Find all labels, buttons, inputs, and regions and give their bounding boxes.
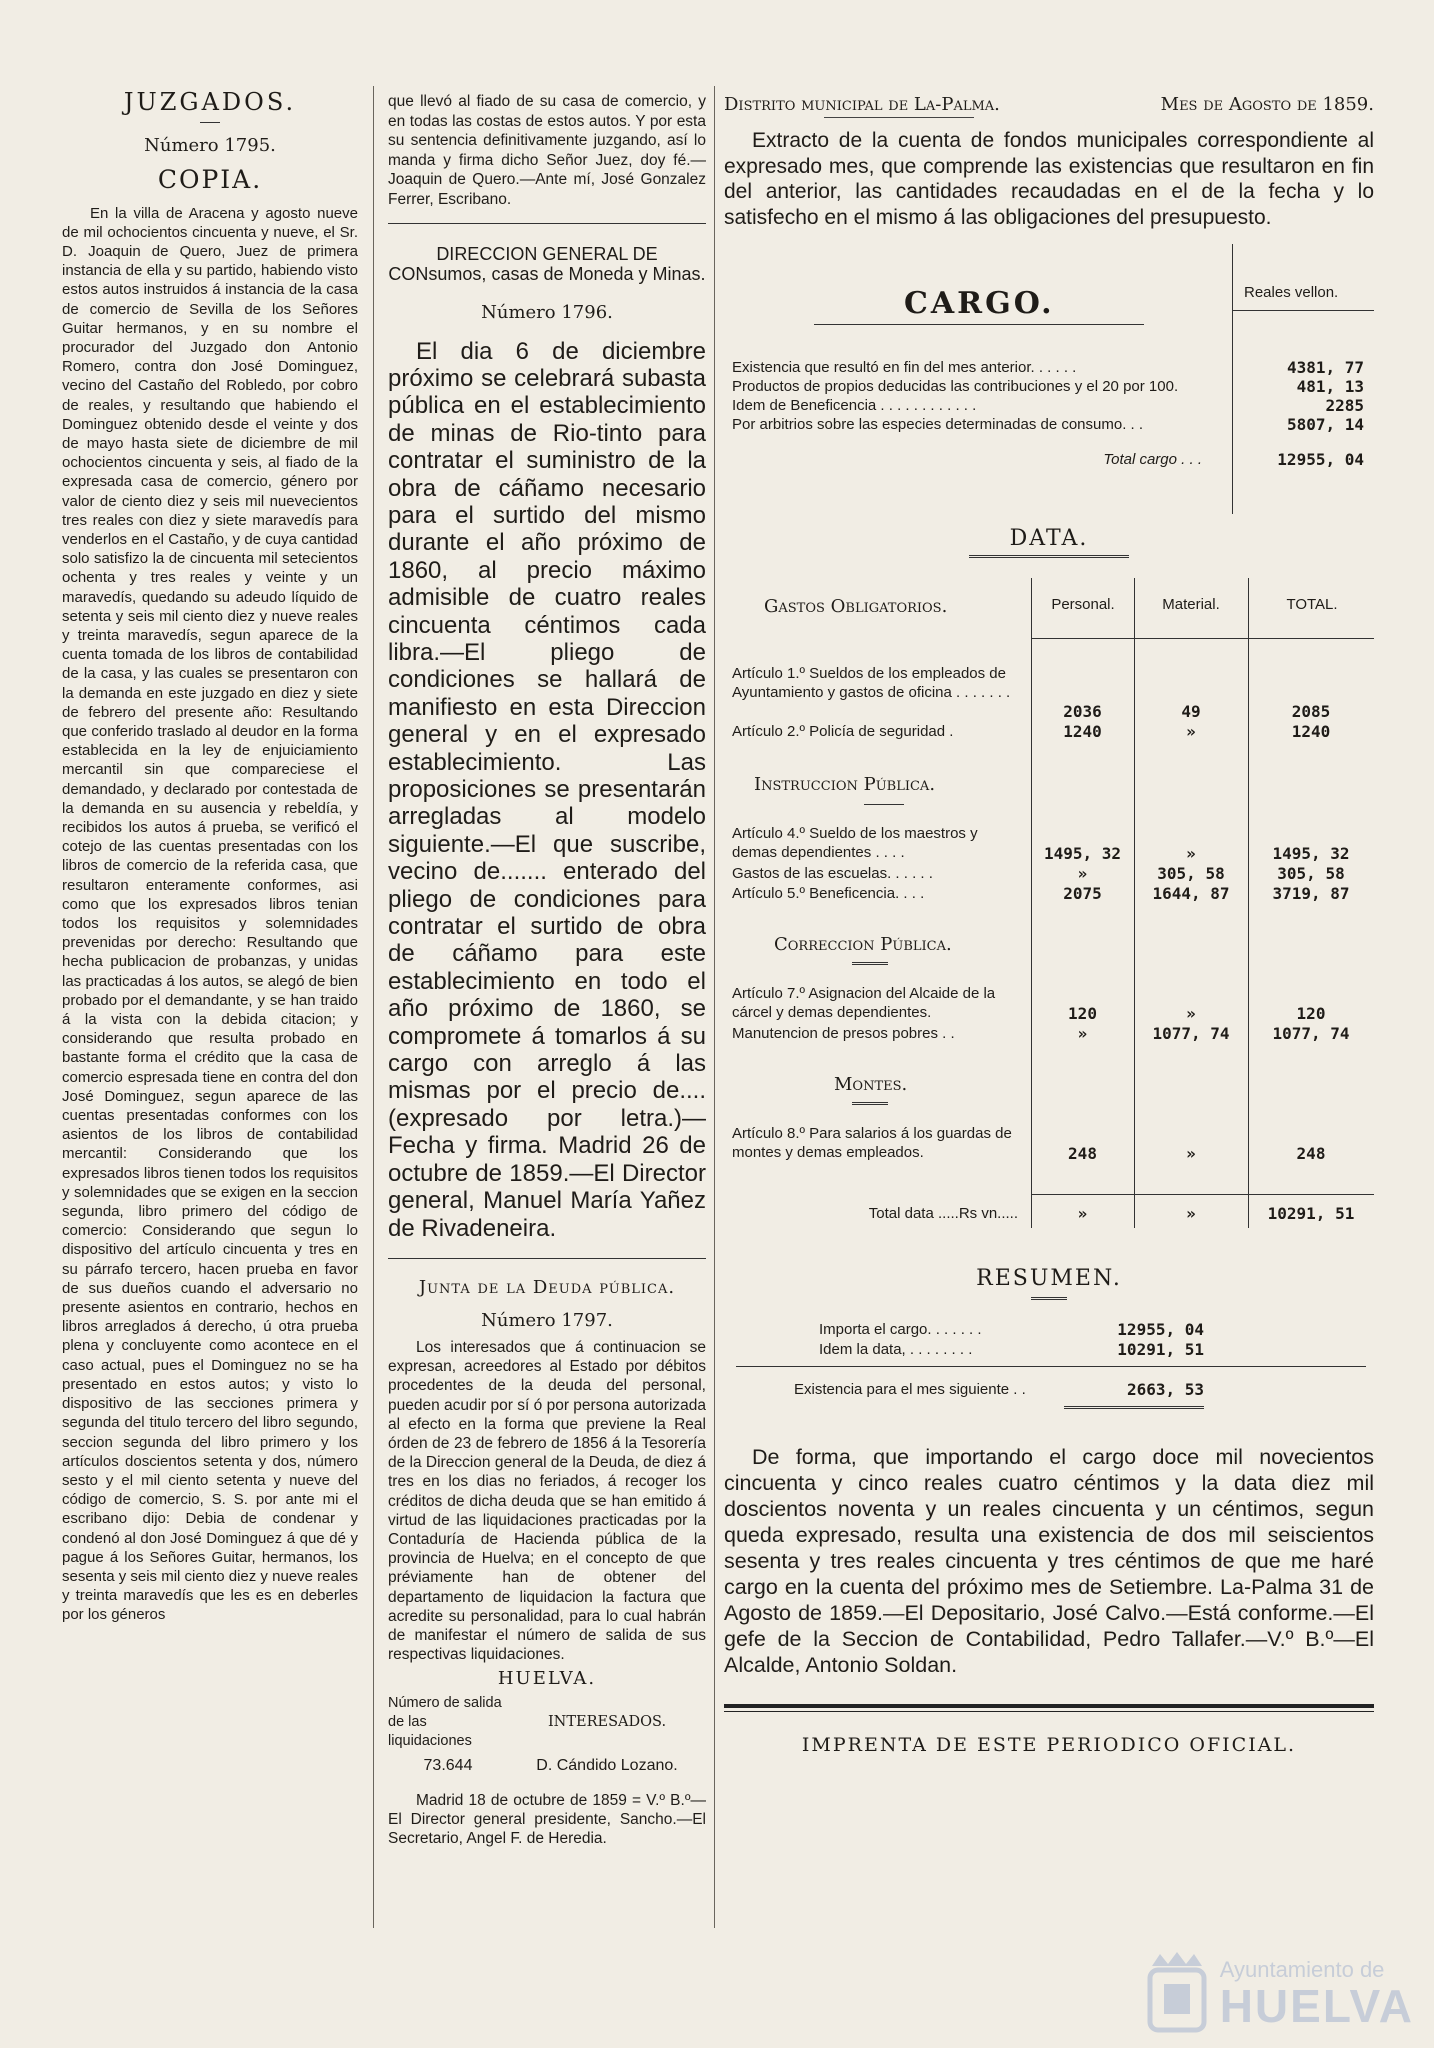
imprenta-rule (724, 1704, 1374, 1712)
total-data-personal: » (1077, 1204, 1088, 1223)
resumen-title: RESUMEN. (976, 1266, 1122, 1291)
juzgados-text: En la villa de Aracena y agosto nueve de mil ochocientos cincuenta y nueve, el Sr. D. Joaquin de Quero, Juez de primera instancia de ella y su partido, habiendo visto estos autos instruidos á instancia de la casa de comercio de Sevilla de los Señores Guitar hermanos, y en su nombre el procurador del Juzgado don Antonio Romero, contra don José Dominguez, vecino del Castaño del Robledo, por cobro de reales, y resultando que habiendo el Dominguez obtenido desde el veinte y dos de mayo hasta siete de diciembre de mil ochocientos cincuenta y seis, al fiado de la expresada casa de comercio, género por valor de ciento diez y seis mil nuevecientos tres reales con diez y siete maravedís para venderlos en el Castaño, y de cuya cantidad solo satisfizo la de cincuenta mil setecientos ochenta y tres reales y veinte y un maravedís, quedando su adeudo líquido de setenta y seis mil ciento diez y nueve reales y treinta maravedís, segun aparece de la cuenta tomada de los libros de contabilidad de la casa, y las cuales se presentaron con la demanda en este juzgado en diez y siete de febrero del presente año: Resultando que conferido traslado al deudor en la forma establecida en la ley de enjuiciamiento mercantil sin que compareciese el demandado, y declarado por contestada de la demanda en su ausencia y rebeldía, y recibidos los autos á prueba, se verificó el cotejo de las cuentas presentadas con los libros de comercio de la referida casa, que resultaron enteramente conformes, asi como que los expresados libros tenian todos los requisitos y solemnidades prevenidas por derecho: Resultando que hecha publicacion de probanzas, y unidas las practicadas á los autos, se alegó de bien probado por el demandante, y se han traido á la vista con la debida citacion; y considerando que resulta probado en bastante forma el crédito que la casa de comercio espresada tiene en contra del don José Dominguez, segun aparece de las cuentas presentadas conformes con los asientos de los libros de contabilidad mercantil: Considerando que los expresados libros tienen todos los requisitos y solemnidades que se exigen en la seccion segunda, libro primero del código de comercio: Considerando que segun lo dispositivo del artículo cincuenta y tres en su párrafo tercero, hacen prueba en favor de sus dueños cuando el adversario no presente asientos en contrario, hechos en libros arreglados á derecho, ú otra prueba plena y concluyente como acontece en el caso actual, pues el Dominguez no se ha presentado en estos autos; y visto lo dispositivo de las secciones primera y segunda del titulo tercero del libro segundo, seccion segunda del libro primero y los artículos doscientos setenta y dos, número sesto y el mil ciento setenta y nueve del código de comercio, S. S. por ante mi el escribano dijo: Debia de condenar y condenó al don José Dominguez á que dé y pague á los Señores Guitar, hermanos, los sesenta y seis mil ciento diez y nueve reales y treinta maravedís que les es en deberles por los géneros (62, 204, 358, 1624)
manutencion-personal: » (1077, 1024, 1088, 1043)
art1-material: 49 (1181, 702, 1201, 721)
montes-rule (852, 1102, 888, 1105)
art1-personal: 2036 (1063, 702, 1102, 721)
art2-label: Artículo 2.º Policía de seguridad . (732, 723, 954, 740)
juzgados-number: Número 1795. (144, 135, 276, 156)
art2-personal: 1240 (1063, 722, 1102, 741)
gastos-obligatorios-heading: Gastos Obligatorios. (764, 596, 948, 617)
section-rule (388, 1258, 706, 1259)
instruccion-heading: Instruccion Pública. (754, 774, 936, 795)
huelva-heading: HUELVA. (497, 1668, 597, 1690)
manutencion-total: 1077, 74 (1272, 1024, 1350, 1043)
cargo-section (724, 244, 1374, 524)
data-vline (1248, 578, 1249, 1228)
art2-material: » (1186, 722, 1196, 741)
direccion-number: Número 1796. (481, 302, 613, 323)
junta-heading: Junta de la Deuda pública. (418, 1276, 676, 1298)
art4-material: » (1186, 844, 1196, 863)
direccion-text: El dia 6 de diciembre próximo se celebrará subasta pública en el establecimiento de minas de Rio-tinto para contratar el suministro de la obra de cáñamo necesario para el surtido del mismo durante el año próximo de 1860, al precio máximo admisible de cuatro reales cincuenta céntimos cada libra.—El pliego de condiciones se hallará de manifiesto en esta Direccion general y en el expresado establecimiento. Las proposiciones se presentarán arregladas al modelo siguiente.—El que suscribe, vecino de....... enterado del pliego de condiciones para contratar el surtido de obra de cáñamo para este establecimiento en todo el año próximo de 1860, se compromete á tomarlos á su cargo con arreglo á las mismas por el precio de.... (expresado por letra.)—Fecha y firma. Madrid 26 de octubre de 1859.—El Director general, Manuel María Yañez de Rivadeneira. (388, 337, 706, 1242)
distrito-header (724, 94, 1374, 115)
junta-number: Número 1797. (481, 1310, 613, 1332)
column-cuenta (724, 80, 1374, 1756)
liquidaciones-table (388, 1694, 706, 1775)
cargo-table (732, 358, 1364, 469)
art4-total: 1495, 32 (1272, 844, 1350, 863)
reales-vellon-label: Reales vellon. (1244, 284, 1339, 301)
column-juzgados (62, 80, 358, 1625)
section-rule (388, 223, 706, 224)
resumen-rule (1031, 1297, 1067, 1300)
gastos-escuelas-personal: » (1077, 864, 1088, 883)
art1-label: Artículo 1.º Sueldos de los empleados de Ayuntamiento y gastos de oficina . . . . . . . (732, 665, 1011, 701)
total-rule (1031, 1194, 1374, 1195)
importa-value: 12955, 04 (1117, 1320, 1204, 1339)
resumen-table (724, 1320, 1374, 1430)
art8-total: 248 (1296, 1144, 1326, 1163)
header-rule (1031, 638, 1374, 639)
art8-label: Artículo 8.º Para salarios á los guardas de montes y demas empleados. (732, 1125, 1012, 1161)
tbl-number: 73.644 (423, 1756, 473, 1774)
cargo-row: Por arbitrios sobre las especies determinadas de consumo. . . 5807, 14 (732, 415, 1364, 434)
sentence-continuation: que llevó al fiado de su casa de comercio, y en todas las costas de estos autos. Y por esta su sentencia definitivamente juzgando, así lo manda y firma dicho Señor Juez, doy fé.—Joaquin de Quero.—Ante mí, José Gonzalez Ferrer, Escribano. (388, 93, 706, 208)
art1-total: 2085 (1291, 702, 1331, 721)
total-data-total: 10291, 51 (1267, 1204, 1355, 1223)
column-rule-1 (373, 86, 374, 1928)
copia-heading: COPIA. (157, 164, 263, 194)
total-cargo-row: Total cargo . . . 12955, 04 (1103, 450, 1364, 469)
column-rule-2 (714, 86, 715, 1928)
importa-label: Importa el cargo. . . . . . . (819, 1321, 982, 1338)
cargo-row: Existencia que resultó en fin del mes anterior. . . . . . 4381, 77 (732, 358, 1364, 377)
instruccion-rule (864, 804, 904, 805)
data-title: DATA. (1009, 526, 1089, 551)
col-personal-header: Personal. (1051, 596, 1115, 613)
gastos-escuelas-total: 305, 58 (1277, 864, 1345, 883)
juzgados-heading: JUZGADOS. (123, 88, 297, 116)
montes-heading: Montes. (834, 1074, 908, 1095)
art7-label: Artículo 7.º Asignacion del Alcaide de la cárcel y demas dependientes. (732, 985, 996, 1021)
idem-data-value: 10291, 51 (1117, 1340, 1204, 1359)
tbl-head-interesados: INTERESADOS. (547, 1714, 667, 1731)
col-total-header: TOTAL. (1286, 596, 1338, 613)
art5-total: 3719, 87 (1272, 884, 1350, 903)
manutencion-material: 1077, 74 (1152, 1024, 1230, 1043)
total-data-material: » (1186, 1204, 1196, 1223)
watermark-line2: HUELVA (1219, 1980, 1414, 2032)
ayuntamiento-watermark (1142, 1948, 1414, 2038)
cargo-title: CARGO. (904, 286, 1055, 321)
data-vline (1134, 578, 1135, 1228)
data-vline (1031, 578, 1032, 1228)
art4-personal: 1495, 32 (1043, 844, 1122, 863)
art8-material: » (1186, 1144, 1196, 1163)
distrito-label: Distrito municipal de La-Palma. (724, 94, 1000, 115)
watermark-line1: Ayuntamiento de (1219, 1957, 1385, 1982)
art5-label: Artículo 5.º Beneficencia. . . . (732, 885, 925, 902)
correccion-heading: Correccion Pública. (774, 934, 952, 955)
tbl-name: D. Cándido Lozano. (536, 1756, 678, 1774)
idem-data-label: Idem la data, . . . . . . . . (819, 1341, 973, 1358)
gastos-escuelas-label: Gastos de las escuelas. . . . . . (732, 865, 933, 882)
art7-personal: 120 (1068, 1004, 1097, 1023)
imprenta-footer: IMPRENTA DE ESTE PERIODICO OFICIAL. (801, 1734, 1297, 1756)
junta-closing: Madrid 18 de octubre de 1859 = V.º B.º—El Director general presidente, Sancho.—El Secretario, Angel F. de Heredia. (388, 1791, 706, 1848)
reales-rule (1232, 310, 1374, 311)
art4-label: Artículo 4.º Sueldo de los maestros y demas dependientes . . . . (732, 825, 978, 861)
direccion-heading: DIRECCION GENERAL DE CONsumos, casas de Moneda y Minas. (388, 244, 706, 284)
header-ornament (824, 117, 974, 118)
tbl-head-number: Número de salida de las liquidaciones (388, 1694, 502, 1749)
heading-rule (200, 122, 220, 123)
crown-shield-icon (1142, 1948, 1212, 2038)
art7-total: 120 (1296, 1004, 1326, 1023)
art8-personal: 248 (1068, 1144, 1097, 1163)
existencia-rule (1064, 1406, 1204, 1409)
art5-personal: 2075 (1063, 884, 1102, 903)
column-direccion (388, 80, 706, 1848)
existencia-value: 2663, 53 (1126, 1380, 1204, 1399)
junta-text: Los interesados que á continuacion se expresan, acreedores al Estado por débitos procedentes de la deuda del personal, pueden acudir por sí ó por persona autorizada al efecto en la forma que previene la Real órden de 23 de febrero de 1856 á la Tesorería de la Direccion general de la Deuda, de diez á tres en los dias no feriados, á recoger los créditos de dicha deuda que se han emitido á virtud de las liquidaciones practicadas por la Contaduría de Hacienda pública de la provincia de Huelva; en el concepto de que préviamente han de obtener del departamento de liquidacion la factura que acredite su personalidad, para lo cual habrán de manifestar el número de salida de sus respectivas liquidaciones. (388, 1338, 706, 1664)
col-material-header: Material. (1162, 596, 1220, 613)
art5-material: 1644, 87 (1152, 884, 1230, 903)
mes-label: Mes de Agosto de 1859. (1160, 94, 1374, 115)
resumen-rule-line (736, 1366, 1366, 1367)
total-data-label: Total data .....Rs vn..... (868, 1205, 1018, 1222)
manutencion-label: Manutencion de presos pobres . . (732, 1025, 955, 1042)
cargo-row: Productos de propios deducidas las contribuciones y el 20 por 100. 481, 13 (732, 377, 1364, 396)
cargo-row: Idem de Beneficencia . . . . . . . . . . . . 2285 (732, 396, 1364, 415)
gastos-escuelas-material: 305, 58 (1157, 864, 1225, 883)
cargo-title-rule (814, 324, 1144, 325)
art7-material: » (1186, 1004, 1196, 1023)
data-table (724, 578, 1374, 1264)
data-title-rule (969, 555, 1129, 558)
existencia-label: Existencia para el mes siguiente . . (794, 1381, 1026, 1398)
art2-total: 1240 (1291, 722, 1331, 741)
extracto-text: Extracto de la cuenta de fondos municipales correspondiente al expresado mes, que comprende las existencias que resultaron en fin del anterior, las cantidades recaudadas en el de la fecha y lo satisfecho en el mismo á las obligaciones del presupuesto. (724, 129, 1374, 229)
final-text: De forma, que importando el cargo doce mil novecientos cincuenta y cinco reales cuatro céntimos y la data diez mil doscientos noventa y un reales cincuenta y un céntimos, segun queda expresado, resulta una existencia de dos mil seiscientos sesenta y tres reales cincuenta y tres céntimos de que me haré cargo en la cuenta del próximo mes de Setiembre. La-Palma 31 de Agosto de 1859.—El Depositario, José Calvo.—Está conforme.—El gefe de la Seccion de Contabilidad, Pedro Tallafer.—V.º B.º—El Alcalde, Antonio Soldan. (724, 1445, 1374, 1677)
correccion-rule (852, 962, 888, 965)
